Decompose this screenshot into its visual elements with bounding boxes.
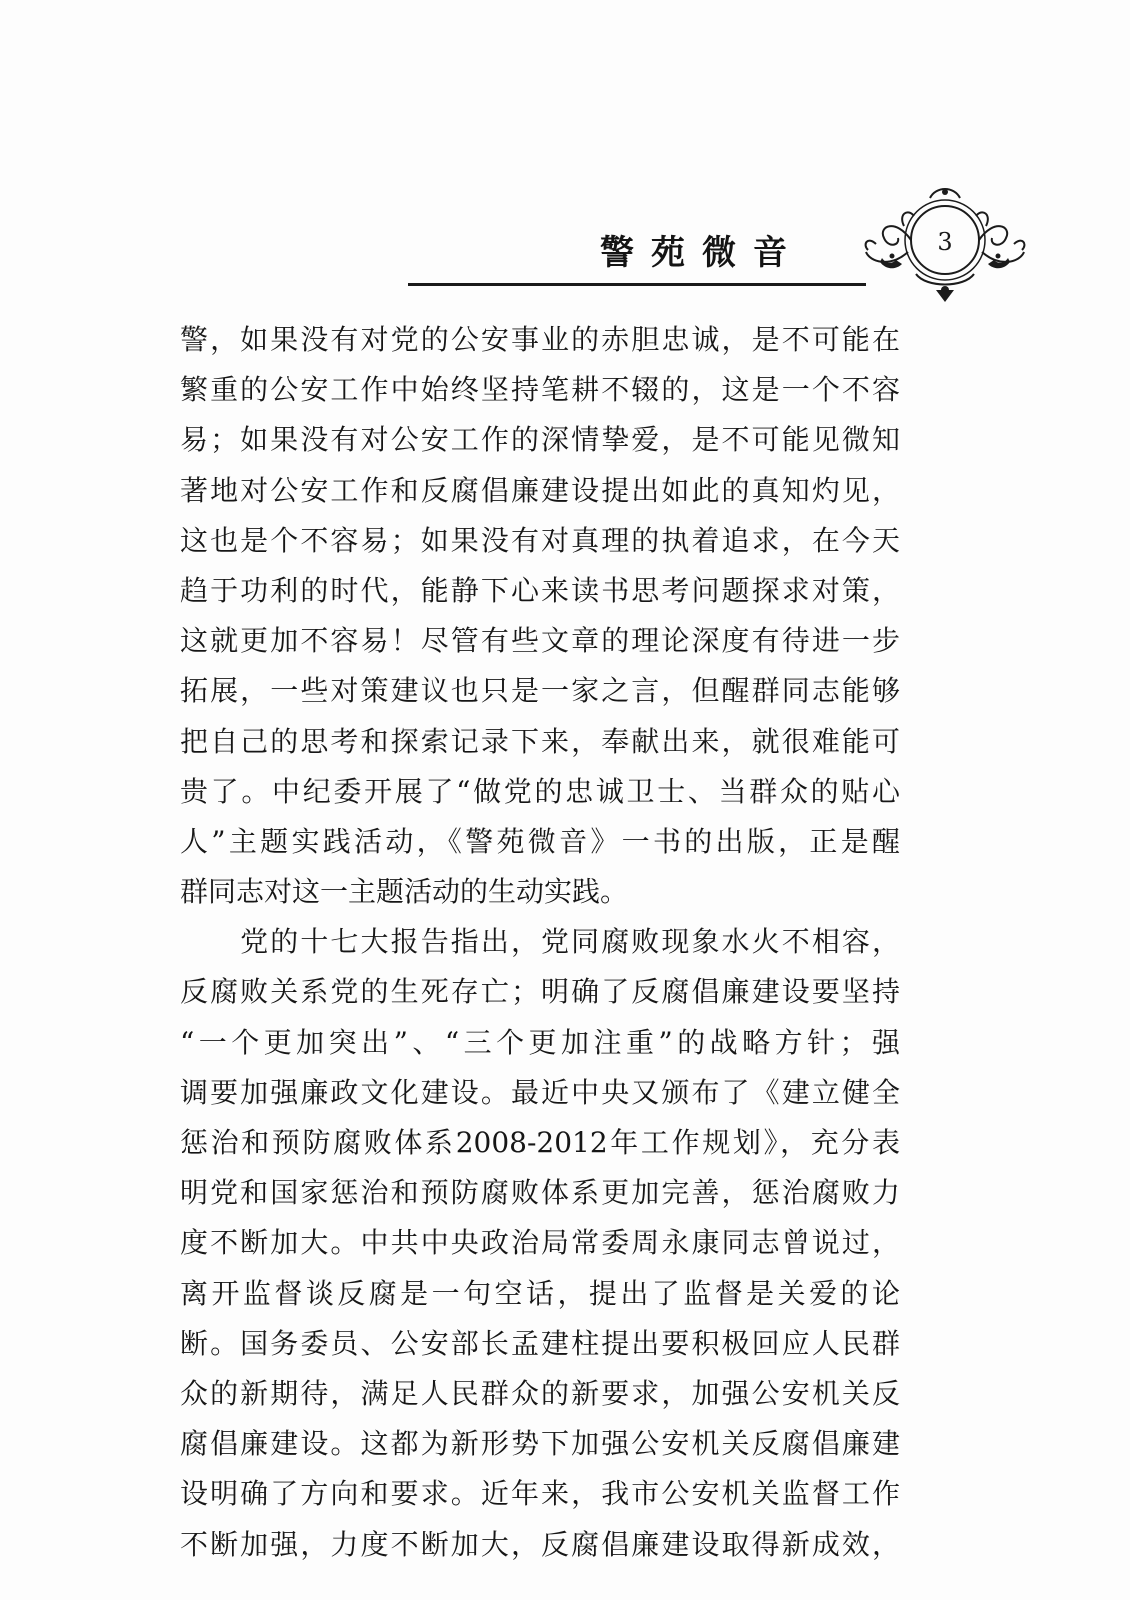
text-line: 这就更加不容易！尽管有些文章的理论深度有待进一步 <box>180 624 900 658</box>
page-number: 3 <box>937 228 953 256</box>
body-text <box>180 315 900 1570</box>
text-line: 这也是个不容易；如果没有对真理的执着追求，在今天 <box>180 523 900 557</box>
text-line: 众的新期待，满足人民群众的新要求，加强公安机关反 <box>180 1376 900 1410</box>
text-line: 贵了。中纪委开展了“做党的忠诚卫士、当群众的贴心 <box>180 774 900 808</box>
text-line: 著地对公安工作和反腐倡廉建设提出如此的真知灼见， <box>180 473 900 507</box>
text-line: 群同志对这一主题活动的生动实践。 <box>180 875 629 909</box>
text-line: 离开监督谈反腐是一句空话，提出了监督是关爱的论 <box>180 1276 900 1310</box>
text-line: 把自己的思考和探索记录下来，奉献出来，就很难能可 <box>180 724 900 758</box>
text-line: 断。国务委员、公安部长孟建柱提出要积极回应人民群 <box>180 1326 900 1360</box>
text-line: 趋于功利的时代，能静下心来读书思考问题探求对策， <box>180 573 900 607</box>
text-line: 惩治和预防腐败体系2008-2012年工作规划》，充分表 <box>180 1126 900 1159</box>
text-line: 繁重的公安工作中始终坚持笔耕不辍的，这是一个不容 <box>180 373 900 407</box>
text-line: 党的十七大报告指出，党同腐败现象水火不相容， <box>180 925 900 959</box>
text-line: 人”主题实践活动，《警苑微音》一书的出版，正是醒 <box>180 824 900 858</box>
text-line: 易；如果没有对公安工作的深情挚爱，是不可能见微知 <box>180 423 900 457</box>
text-line: “一个更加突出”、“三个更加注重”的战略方针；强 <box>180 1025 900 1059</box>
text-line: 拓展，一些对策建议也只是一家之言，但醒群同志能够 <box>180 674 900 708</box>
text-line: 警，如果没有对党的公安事业的赤胆忠诚，是不可能在 <box>180 323 900 356</box>
text-line: 度不断加大。中共中央政治局常委周永康同志曾说过， <box>180 1226 900 1260</box>
header-rule <box>408 283 866 286</box>
text-line: 反腐败关系党的生死存亡；明确了反腐倡廉建设要坚持 <box>180 975 900 1009</box>
running-head-title: 警苑微音 <box>600 233 804 273</box>
text-line: 设明确了方向和要求。近年来，我市公安机关监督工作 <box>180 1477 900 1511</box>
text-line: 不断加强，力度不断加大，反腐倡廉建设取得新成效， <box>180 1527 900 1561</box>
text-line: 腐倡廉建设。这都为新形势下加强公安机关反腐倡廉建 <box>180 1427 900 1461</box>
text-line: 明党和国家惩治和预防腐败体系更加完善，惩治腐败力 <box>180 1176 900 1210</box>
text-line: 调要加强廉政文化建设。最近中央又颁布了《建立健全 <box>180 1075 900 1109</box>
